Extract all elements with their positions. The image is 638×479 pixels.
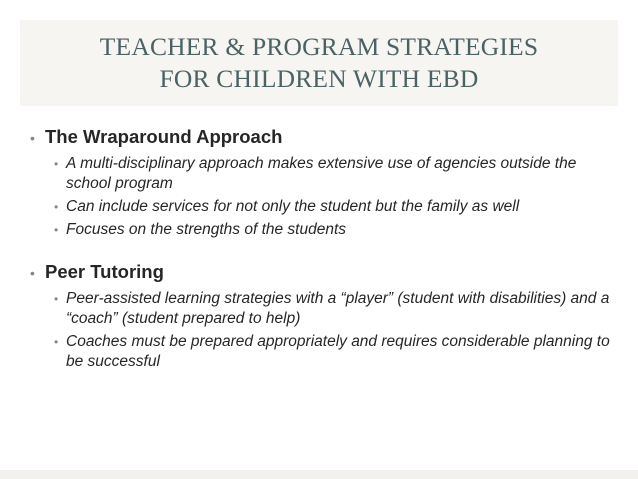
sub-bullet-list: [30, 289, 620, 372]
bullet-item-level-2: [54, 197, 620, 217]
bullet-dot-icon: •: [30, 265, 35, 281]
bullet-dot-icon: •: [54, 292, 59, 306]
bullet-dot-icon: •: [54, 223, 59, 237]
bullet-item-level-2: [54, 332, 620, 372]
slide-title-line-2: FOR CHILDREN WITH EBD: [159, 64, 479, 93]
bullet-text: Coaches must be prepared appropriately and requires considerable planning to be successful: [66, 333, 610, 370]
section-wraparound: [30, 125, 620, 240]
bullet-text: Peer-assisted learning strategies with a “player” (student with disabilities) and a “coach” (student prepared to help): [66, 290, 610, 327]
footer-band: [0, 470, 638, 479]
bullet-dot-icon: •: [54, 157, 59, 171]
bullet-item-level-2: [54, 220, 620, 240]
slide-title-line-1: TEACHER & PROGRAM STRATEGIES: [99, 32, 539, 61]
slide-content: [30, 125, 620, 375]
bullet-text: Focuses on the strengths of the students: [66, 221, 347, 238]
bullet-item-level-1: [30, 125, 620, 150]
section-heading: The Wraparound Approach: [45, 126, 283, 147]
sub-bullet-list: [30, 154, 620, 240]
bullet-dot-icon: •: [54, 335, 59, 349]
bullet-item-level-2: [54, 154, 620, 194]
bullet-item-level-2: [54, 289, 620, 329]
section-peer-tutoring: [30, 260, 620, 372]
bullet-text: A multi-disciplinary approach makes extensive use of agencies outside the school program: [66, 155, 577, 192]
bullet-dot-icon: •: [30, 130, 35, 146]
bullet-dot-icon: •: [54, 200, 59, 214]
title-box: [20, 20, 618, 106]
bullet-text: Can include services for not only the student but the family as well: [66, 198, 520, 215]
section-heading: Peer Tutoring: [45, 261, 164, 282]
bullet-item-level-1: [30, 260, 620, 285]
